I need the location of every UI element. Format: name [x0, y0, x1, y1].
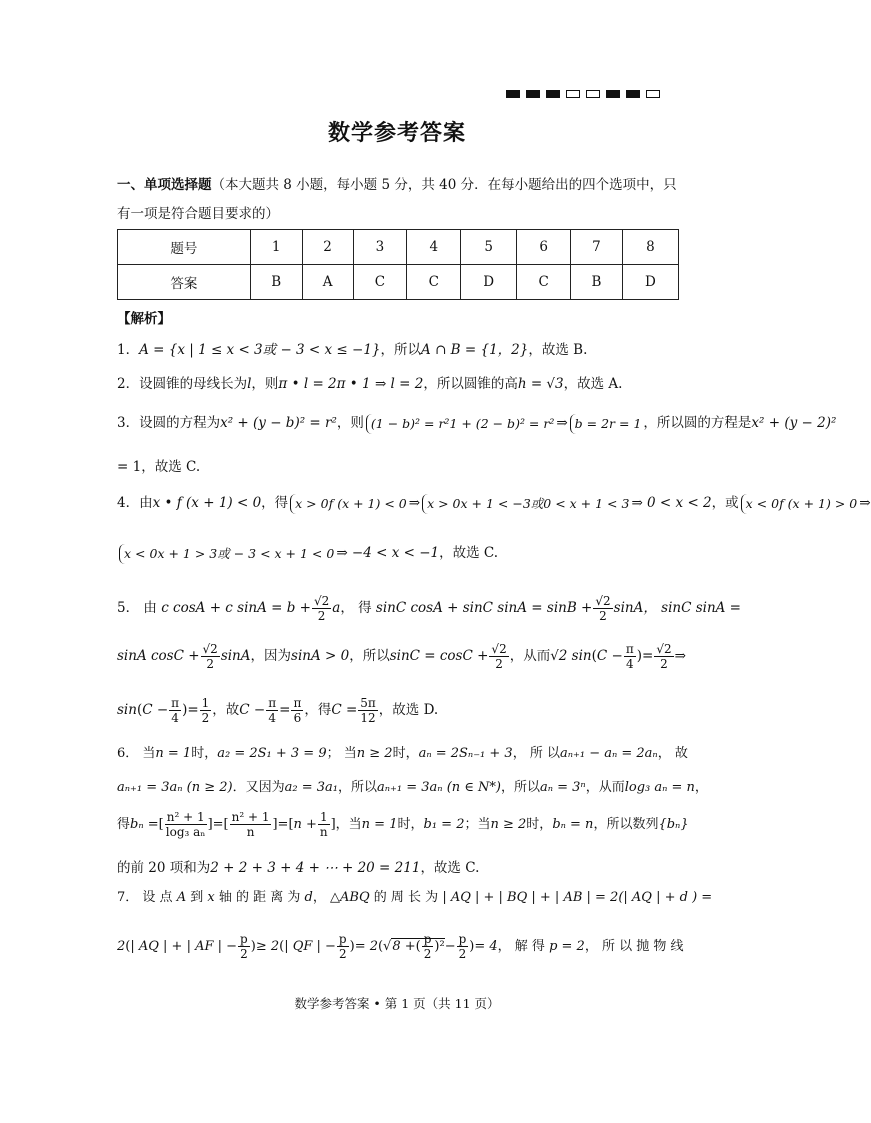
table-cell: 4 [407, 230, 461, 265]
table-row [118, 265, 679, 300]
text: = 1，故选 C. [117, 459, 201, 475]
table-cell: A [302, 265, 353, 300]
solution-6-line3: 得bₙ =[ $\frac{\text{n² + 1}}{\text{log₃ aₙ}}$ ]=[ $\frac{\text{n² + 1}}{n}$ ]=[n + $\frac{1}{n}$ ]，当n = 1时，b₁ = 2；当n ≥ 2时，bₙ = n，所以数列{bₙ} [117, 810, 689, 839]
solution-4-cont: x < 0x + 1 > 3或 − 3 < x + 1 < 0 ⇒ −4 < x < −1，故选 C. [117, 530, 679, 576]
text: ，故选 A. [563, 376, 623, 392]
text: ，则 [251, 376, 279, 392]
equation-system: x < 0f (x + 1) > 0 [741, 494, 858, 514]
table-cell: 8 [622, 230, 678, 265]
solution-6-line4: 的前 20 项和为2 + 2 + 3 + 4 + ⋯ + 20 = 211，故选 C. [117, 860, 480, 876]
mark-filled [506, 90, 520, 98]
math: x² + (y − b)² = r² [220, 415, 337, 431]
math: h = √3 [517, 376, 564, 392]
table-cell: B [250, 265, 302, 300]
table-row [118, 230, 679, 265]
table-cell: 2 [302, 230, 353, 265]
mark-empty [646, 90, 660, 98]
text: 3．设圆的方程为 [117, 415, 221, 431]
answer-table [117, 229, 679, 300]
solution-6-line2: aₙ₊₁ = 3aₙ (n ≥ 2)．又因为a₂ = 3a₁，所以aₙ₊₁ = 3aₙ (n ∈ N*)，所以aₙ = 3ⁿ，从而log₃ aₙ = n， [117, 780, 708, 795]
math: x² + (y − 2)² [751, 415, 837, 431]
table-cell: 答案 [118, 265, 251, 300]
equation-system: x < 0x + 1 > 3或 − 3 < x + 1 < 0 [119, 544, 334, 564]
solution-4: 4．由x • f (x + 1) < 0，得 x > 0f (x + 1) < 0 ⇒ x > 0x + 1 < −3或0 < x + 1 < 3 ⇒ 0 < x < 2，或 x < 0f (x + 1) > 0 ⇒ [117, 480, 679, 526]
table-cell: 1 [250, 230, 302, 265]
mark-empty [586, 90, 600, 98]
table-cell: 5 [461, 230, 517, 265]
solution-6: 6． 当n = 1时，a₂ = 2S₁ + 3 = 9； 当n ≥ 2时，aₙ = 2Sₙ₋₁ + 3， 所 以aₙ₊₁ − aₙ = 2aₙ， 故 [117, 746, 688, 761]
text: 2．设圆锥的母线长为 [117, 376, 248, 392]
analysis-heading: 【解析】 [117, 311, 171, 327]
section-desc-1: （本大题共 8 小题，每小题 5 分，共 40 分．在每小题给出的四个选项中，只 [211, 177, 677, 193]
solution-5-line3: sin(C − $\frac{\pi}{4}$ )= $\frac{1}{2}$ ，故C − $\frac{\pi}{4}$ = $\frac{\pi}{6}$ ，得C = $\frac{5\pi}{12}$ ，故选 D. [117, 696, 439, 725]
mark-filled [626, 90, 640, 98]
fraction: $\frac{√2}{2}$ [313, 594, 330, 623]
solution-2 [117, 372, 679, 392]
table-cell: C [353, 265, 407, 300]
q-num: 1． [117, 342, 140, 358]
table-cell: 题号 [118, 230, 251, 265]
table-cell: 3 [353, 230, 407, 265]
math: A = {x | 1 ≤ x < 3或 − 3 < x ≤ −1} [139, 342, 381, 358]
table-cell: D [622, 265, 678, 300]
equation-system: x > 0f (x + 1) < 0 [290, 494, 407, 514]
equation-system: b = 2r = 1 [570, 414, 642, 434]
solution-3: 3．设圆的方程为x² + (y − b)² = r²，则 (1 − b)² = r²1 + (2 − b)² = r² ⇒ b = 2r = 1 ，所以圆的方程是x² + (y − 2)² [117, 400, 679, 446]
math: l [247, 376, 252, 392]
table-cell: C [407, 265, 461, 300]
page-footer: 数学参考答案 • 第 1 页（共 11 页） [294, 996, 500, 1011]
equation-system: (1 − b)² = r²1 + (2 − b)² = r² [366, 414, 554, 434]
table-cell: 6 [517, 230, 571, 265]
text: ，故选 B. [528, 342, 588, 358]
table-cell: C [517, 265, 571, 300]
solution-5-line2: sinA cosC + $\frac{√2}{2}$ sinA，因为sinA > 0，所以sinC = cosC + $\frac{√2}{2}$ ，从而√2 sin(C − $\frac{\pi}{4}$ )= $\frac{√2}{2}$ ⇒ [117, 642, 686, 671]
text: ，则 [336, 415, 364, 431]
mark-filled [546, 90, 560, 98]
equation-system: x > 0x + 1 < −3或0 < x + 1 < 3 [422, 494, 629, 514]
solution-5: 5． 由 c cosA + c sinA = b + $\frac{√2}{2}$ a， 得 sinC cosA + sinC sinA = sinB + $\frac{√2}{2}$ sinA， sinC sinA = [117, 594, 741, 623]
mark-empty [566, 90, 580, 98]
mark-filled [606, 90, 620, 98]
solution-3-cont [117, 455, 679, 475]
section-desc-2: 有一项是符合题目要求的） [117, 206, 279, 222]
mark-filled [526, 90, 540, 98]
math: π • l = 2π • 1 ⇒ l = 2 [278, 376, 424, 392]
text: ，所以 [380, 342, 422, 358]
math: A ∩ B = {1，2} [421, 342, 529, 358]
section-heading [117, 171, 679, 229]
solution-7-line2: 2(| AQ | + | AF | − $\frac{p}{2}$ )≥ 2(| QF | − $\frac{p}{2}$ )= 2(√8 +( $\frac{p}{2}$ )²− $\frac{p}{2}$ )= 4， 解 得 p = 2， 所 以 抛 物 线 [117, 932, 684, 961]
header-marks [506, 90, 660, 98]
text: ，所以圆锥的高 [423, 376, 518, 392]
page-title: 数学参考答案 [327, 121, 466, 146]
table-cell: B [571, 265, 623, 300]
table-cell: D [461, 265, 517, 300]
section-title: 一、单项选择题 [117, 177, 212, 193]
solution-1 [117, 338, 679, 358]
fraction: $\frac{√2}{2}$ [595, 594, 611, 623]
solution-7: 7． 设 点 A 到 x 轴 的 距 离 为 d， △ABQ 的 周 长 为 | AQ | + | BQ | + | AB | = 2(| AQ | + d ) = [117, 890, 713, 905]
text: ，所以圆的方程是 [643, 415, 752, 431]
table-cell: 7 [571, 230, 623, 265]
